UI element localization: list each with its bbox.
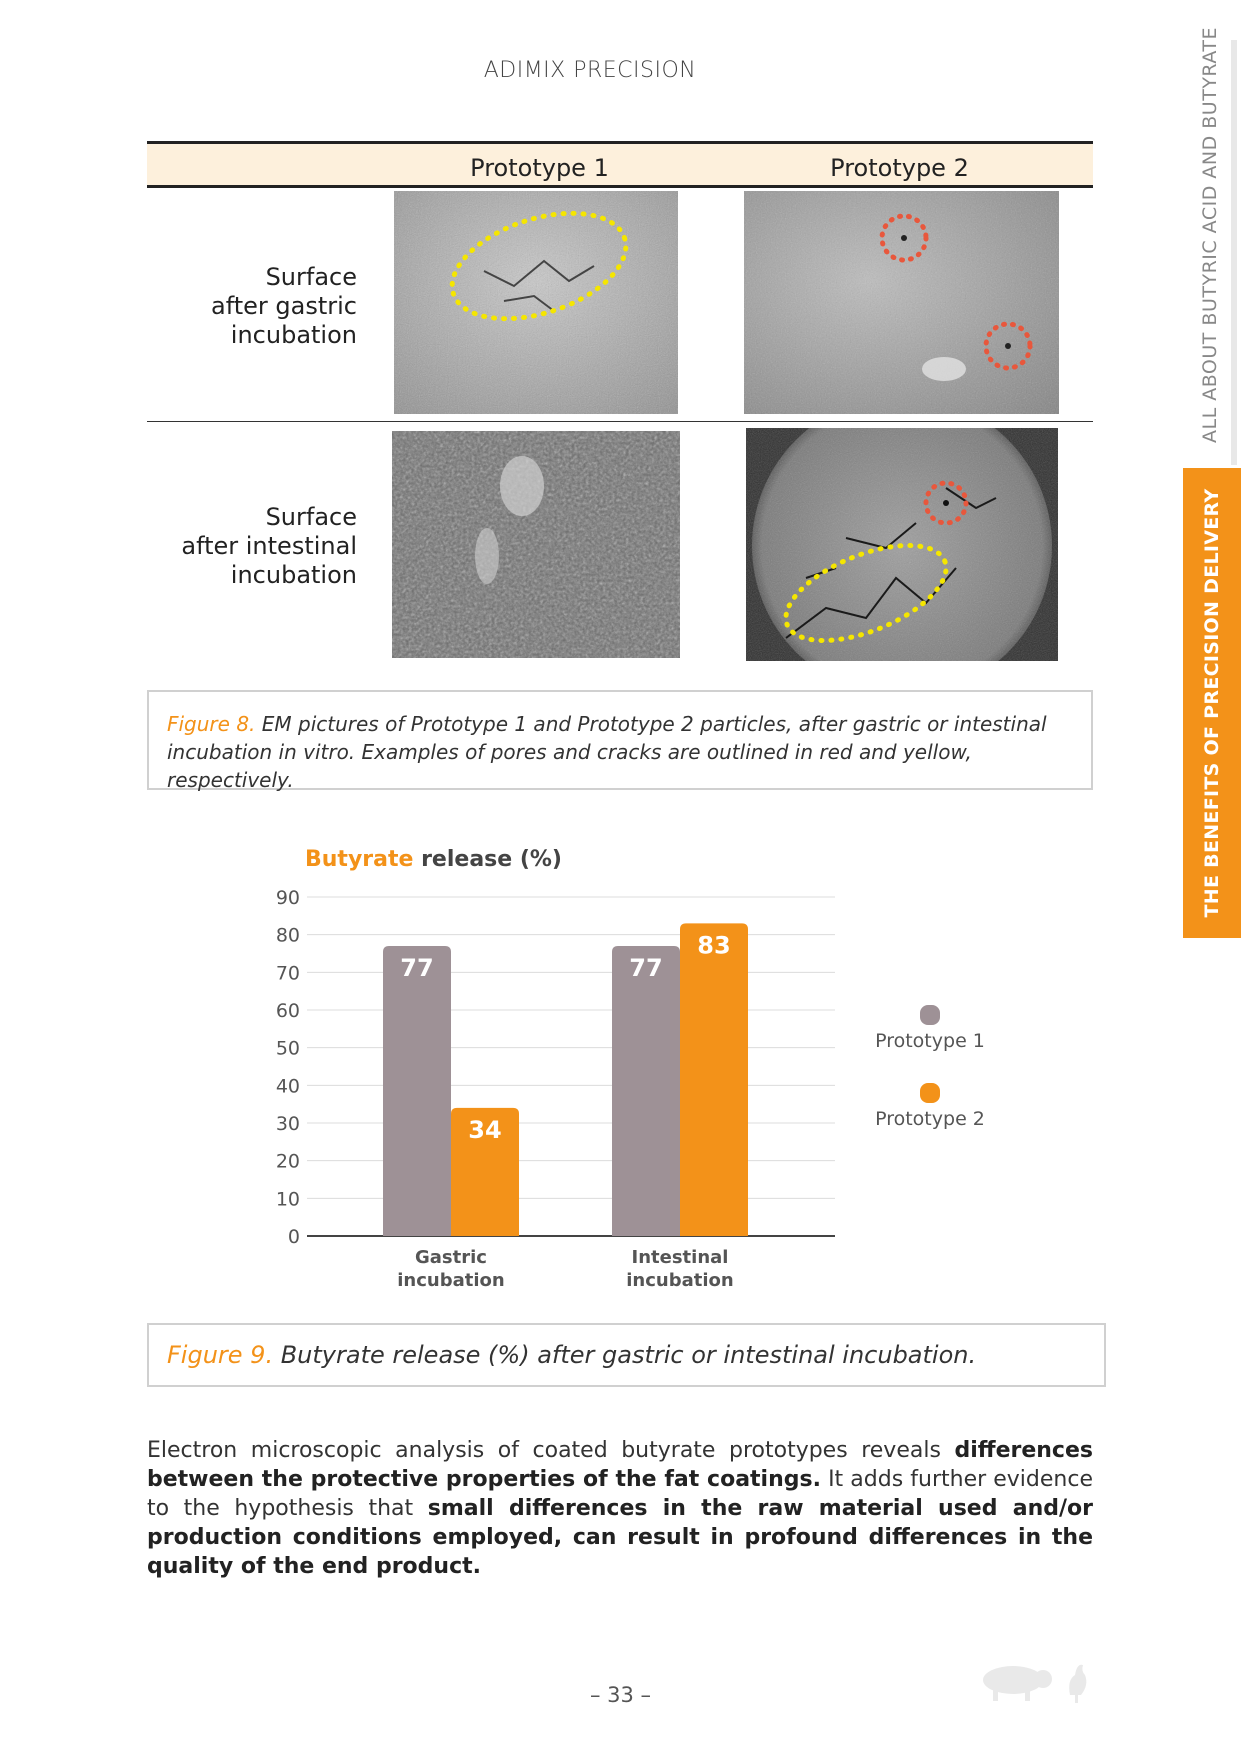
legend-swatch [920, 1005, 940, 1025]
em-image-prototype1-intestinal [392, 431, 680, 658]
body-paragraph [147, 1436, 1093, 1581]
bar [383, 946, 451, 1236]
figure8-caption-text: EM pictures of Prototype 1 and Prototype 2 particles, after gastric or intestinal incubation in vitro. Examples of pores and cracks are outlined in red and yellow, respectively. [167, 712, 1047, 792]
legend-label: Prototype 2 [875, 1108, 985, 1130]
row-label-line: after gastric [211, 292, 357, 320]
x-category-label: Gastric [415, 1247, 487, 1268]
table-header-row [147, 144, 1093, 185]
figure9-caption-text: Butyrate release (%) after gastric or intestinal incubation. [273, 1341, 977, 1369]
body-text-segment: It adds further evidence to the hypothesis that [147, 1467, 1093, 1521]
bar-data-label: 77 [629, 953, 663, 982]
x-category-label: Intestinal [631, 1247, 729, 1268]
chart-title-accent: Butyrate [305, 847, 414, 872]
em-image-prototype2-intestinal [746, 428, 1058, 661]
page-number: – 33 – [589, 1683, 652, 1707]
bar-data-label: 83 [697, 931, 731, 960]
y-tick-label: 0 [287, 1226, 300, 1248]
page-header-title: ADIMIX PRECISION [483, 58, 697, 83]
em-image-prototype2-gastric [744, 191, 1059, 414]
bar-data-label: 34 [468, 1115, 502, 1144]
row-label-line: incubation [230, 561, 357, 589]
x-category-label: incubation [397, 1270, 505, 1291]
figure9-caption [147, 1323, 1106, 1387]
row-label-line: Surface [265, 263, 357, 291]
y-tick-label: 50 [275, 1037, 300, 1060]
row-label-intestinal [147, 503, 357, 590]
chart-title-rest: release (%) [413, 847, 562, 872]
side-tab-inactive[interactable] [1196, 27, 1224, 443]
body-text-segment: Electron microscopic analysis of coated butyrate prototypes reveals [147, 1438, 955, 1463]
y-tick-label: 80 [275, 924, 300, 947]
chart-title [305, 847, 562, 872]
figure8-caption [147, 690, 1093, 790]
chart-plot [260, 840, 1020, 1310]
y-tick-label: 70 [275, 962, 300, 985]
bar [680, 923, 748, 1236]
legend-swatch [920, 1083, 940, 1103]
body-text-bold: differences between the protective properties of the fat coatings. [147, 1438, 1093, 1492]
y-tick-label: 10 [275, 1188, 300, 1211]
bar [612, 946, 680, 1236]
butyrate-release-chart [260, 840, 1020, 1310]
bar-data-label: 77 [400, 953, 434, 982]
y-tick-label: 40 [275, 1075, 300, 1098]
legend-label: Prototype 1 [875, 1030, 985, 1052]
figure9-caption-label: Figure 9. [167, 1341, 274, 1369]
side-tab-active-label: THE BENEFITS OF PRECISION DELIVERY [1201, 488, 1223, 918]
column-header-prototype-1: Prototype 1 [470, 154, 609, 182]
figure8-image-table [147, 141, 1093, 681]
row-label-line: Surface [265, 503, 357, 531]
pig-and-chicken-icon [975, 1655, 1095, 1705]
body-text-bold: small differences in the raw material used and/or production conditions employed, can result in profound differences in the quality of the end product. [147, 1496, 1093, 1579]
row-label-gastric [147, 263, 357, 350]
y-tick-label: 90 [275, 887, 300, 909]
figure8-caption-label: Figure 8. [167, 712, 256, 736]
side-tab-track [1231, 40, 1237, 465]
x-category-label: incubation [626, 1270, 734, 1291]
column-header-prototype-2: Prototype 2 [830, 154, 969, 182]
side-tab-active[interactable] [1183, 468, 1241, 938]
table-row-divider [147, 421, 1093, 422]
em-image-prototype1-gastric [394, 191, 678, 414]
y-tick-label: 20 [275, 1150, 300, 1173]
y-tick-label: 30 [275, 1113, 300, 1135]
table-header-rule [147, 185, 1093, 188]
row-label-line: incubation [230, 321, 357, 349]
side-tab-inactive-label: ALL ABOUT BUTYRIC ACID AND BUTYRATE [1199, 27, 1221, 443]
row-label-line: after intestinal [181, 532, 357, 560]
y-tick-label: 60 [275, 1000, 300, 1022]
